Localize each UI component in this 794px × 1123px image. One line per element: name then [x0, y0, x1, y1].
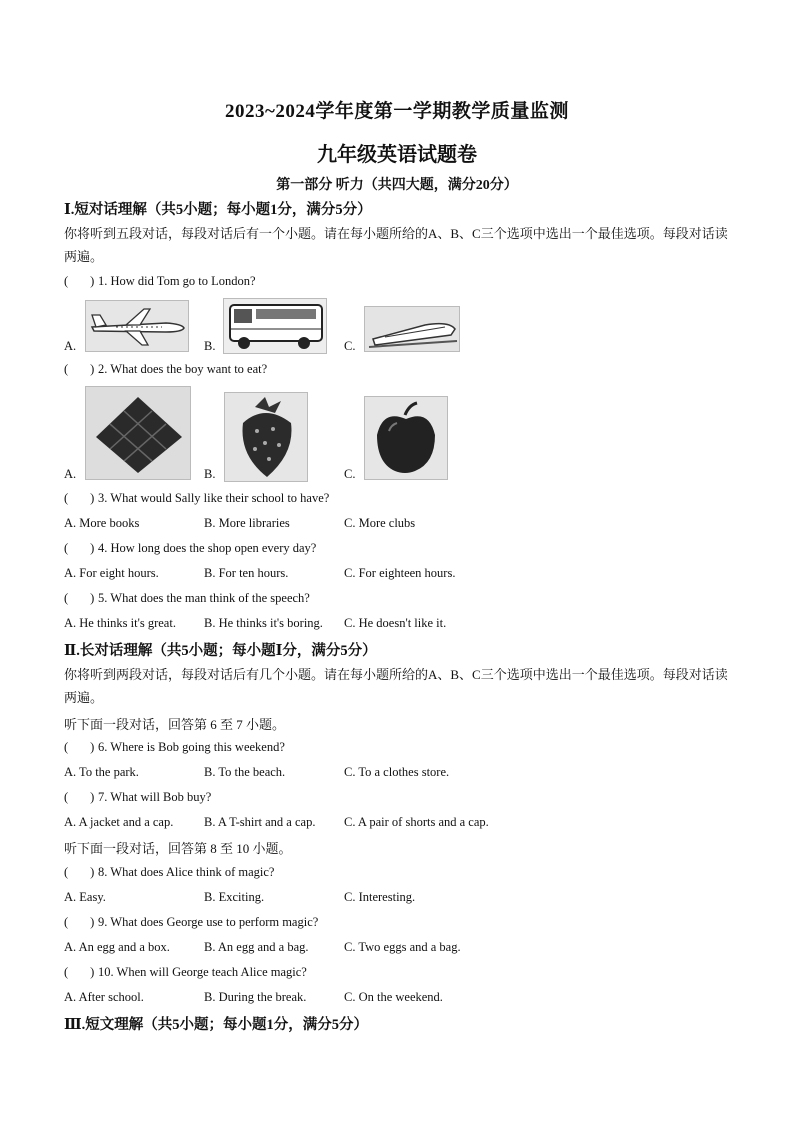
question-2 [64, 362, 267, 377]
question-3 [64, 491, 329, 506]
option-a[interactable]: A. An egg and a box. [64, 940, 170, 954]
option-c[interactable]: C. To a clothes store. [344, 765, 450, 779]
question-6 [64, 740, 285, 755]
option-a[interactable]: A. After school. [64, 990, 144, 1004]
option-b[interactable]: B. More libraries [204, 516, 290, 530]
question-10 [64, 965, 307, 980]
option-a[interactable]: A. Easy. [64, 890, 106, 904]
option-a[interactable]: A. For eight hours. [64, 566, 159, 580]
answer-blank[interactable]: ( ) [64, 915, 95, 929]
question-text: 7. What will Bob buy? [98, 790, 212, 804]
answer-blank[interactable]: ( ) [64, 274, 95, 288]
dialogue-lead: 听下面一段对话，回答第 8 至 10 小题。 [64, 841, 292, 856]
answer-blank[interactable]: ( ) [64, 790, 95, 804]
part-heading: 第一部分 听力（共四大题，满分20分） [276, 178, 518, 193]
section3-heading: Ⅲ.短文理解（共5小题；每小题1分，满分5分） [64, 1017, 369, 1033]
question-1 [64, 274, 256, 289]
option-a[interactable]: A. To the park. [64, 765, 139, 779]
question-text: 4. How long does the shop open every day? [98, 541, 317, 555]
train-icon[interactable] [364, 306, 460, 352]
chocolate-icon[interactable] [85, 386, 191, 480]
section1-heading: Ⅰ.短对话理解（共5小题；每小题1分，满分5分） [64, 202, 372, 218]
answer-blank[interactable]: ( ) [64, 965, 95, 979]
section1-instruction: 你将听到五段对话，每段对话后有一个小题。请在每小题所给的A、B、C三个选项中选出一个最佳选项。每段对话读两遍。 [64, 226, 728, 264]
option-c[interactable]: C. A pair of shorts and a cap. [344, 815, 489, 829]
question-text: 1. How did Tom go to London? [98, 274, 256, 288]
question-text: 6. Where is Bob going this weekend? [98, 740, 285, 754]
answer-blank[interactable]: ( ) [64, 591, 95, 605]
option-c[interactable]: C. Two eggs and a bag. [344, 940, 461, 954]
exam-title: 2023~2024学年度第一学期教学质量监测 [225, 101, 569, 122]
option-b[interactable]: B. A T-shirt and a cap. [204, 815, 316, 829]
question-4 [64, 541, 316, 556]
answer-blank[interactable]: ( ) [64, 362, 95, 376]
option-a[interactable]: A. More books [64, 516, 140, 530]
question-text: 2. What does the boy want to eat? [98, 362, 268, 376]
option-c[interactable]: C. On the weekend. [344, 990, 443, 1004]
option-c[interactable]: C. For eighteen hours. [344, 566, 456, 580]
answer-blank[interactable]: ( ) [64, 541, 95, 555]
question-text: 10. When will George teach Alice magic? [98, 965, 307, 979]
airplane-icon[interactable] [85, 300, 189, 352]
bus-icon[interactable] [223, 298, 327, 354]
option-b-label[interactable]: B. [204, 467, 216, 481]
question-text: 3. What would Sally like their school to have? [98, 491, 330, 505]
option-a-label[interactable]: A. [64, 467, 77, 481]
answer-blank[interactable]: ( ) [64, 865, 95, 879]
option-c[interactable]: C. He doesn't like it. [344, 616, 447, 630]
option-a[interactable]: A. He thinks it's great. [64, 616, 176, 630]
exam-subtitle: 九年级英语试题卷 [317, 144, 477, 166]
option-b[interactable]: B. An egg and a bag. [204, 940, 309, 954]
option-c-label[interactable]: C. [344, 339, 356, 353]
question-text: 9. What does George use to perform magic? [98, 915, 319, 929]
option-a-label[interactable]: A. [64, 339, 77, 353]
option-b-label[interactable]: B. [204, 339, 216, 353]
option-a[interactable]: A. A jacket and a cap. [64, 815, 174, 829]
question-text: 8. What does Alice think of magic? [98, 865, 275, 879]
strawberry-icon[interactable] [224, 392, 308, 482]
option-c-label[interactable]: C. [344, 467, 356, 481]
option-b[interactable]: B. For ten hours. [204, 566, 289, 580]
option-c[interactable]: C. Interesting. [344, 890, 416, 904]
option-b[interactable]: B. To the beach. [204, 765, 286, 779]
dialogue-lead: 听下面一段对话，回答第 6 至 7 小题。 [64, 717, 286, 732]
question-7 [64, 790, 211, 805]
option-c[interactable]: C. More clubs [344, 516, 416, 530]
section2-heading: Ⅱ.长对话理解（共5小题；每小题Ⅰ分，满分5分） [64, 643, 377, 659]
apple-icon[interactable] [364, 396, 448, 480]
question-9 [64, 915, 318, 930]
section2-instruction: 你将听到两段对话，每段对话后有几个小题。请在每小题所给的A、B、C三个选项中选出一个最佳选项。每段对话读两遍。 [64, 667, 728, 705]
question-5 [64, 591, 310, 606]
option-b[interactable]: B. During the break. [204, 990, 307, 1004]
question-8 [64, 865, 274, 880]
option-b[interactable]: B. He thinks it's boring. [204, 616, 323, 630]
answer-blank[interactable]: ( ) [64, 491, 95, 505]
question-text: 5. What does the man think of the speech? [98, 591, 310, 605]
option-b[interactable]: B. Exciting. [204, 890, 265, 904]
answer-blank[interactable]: ( ) [64, 740, 95, 754]
